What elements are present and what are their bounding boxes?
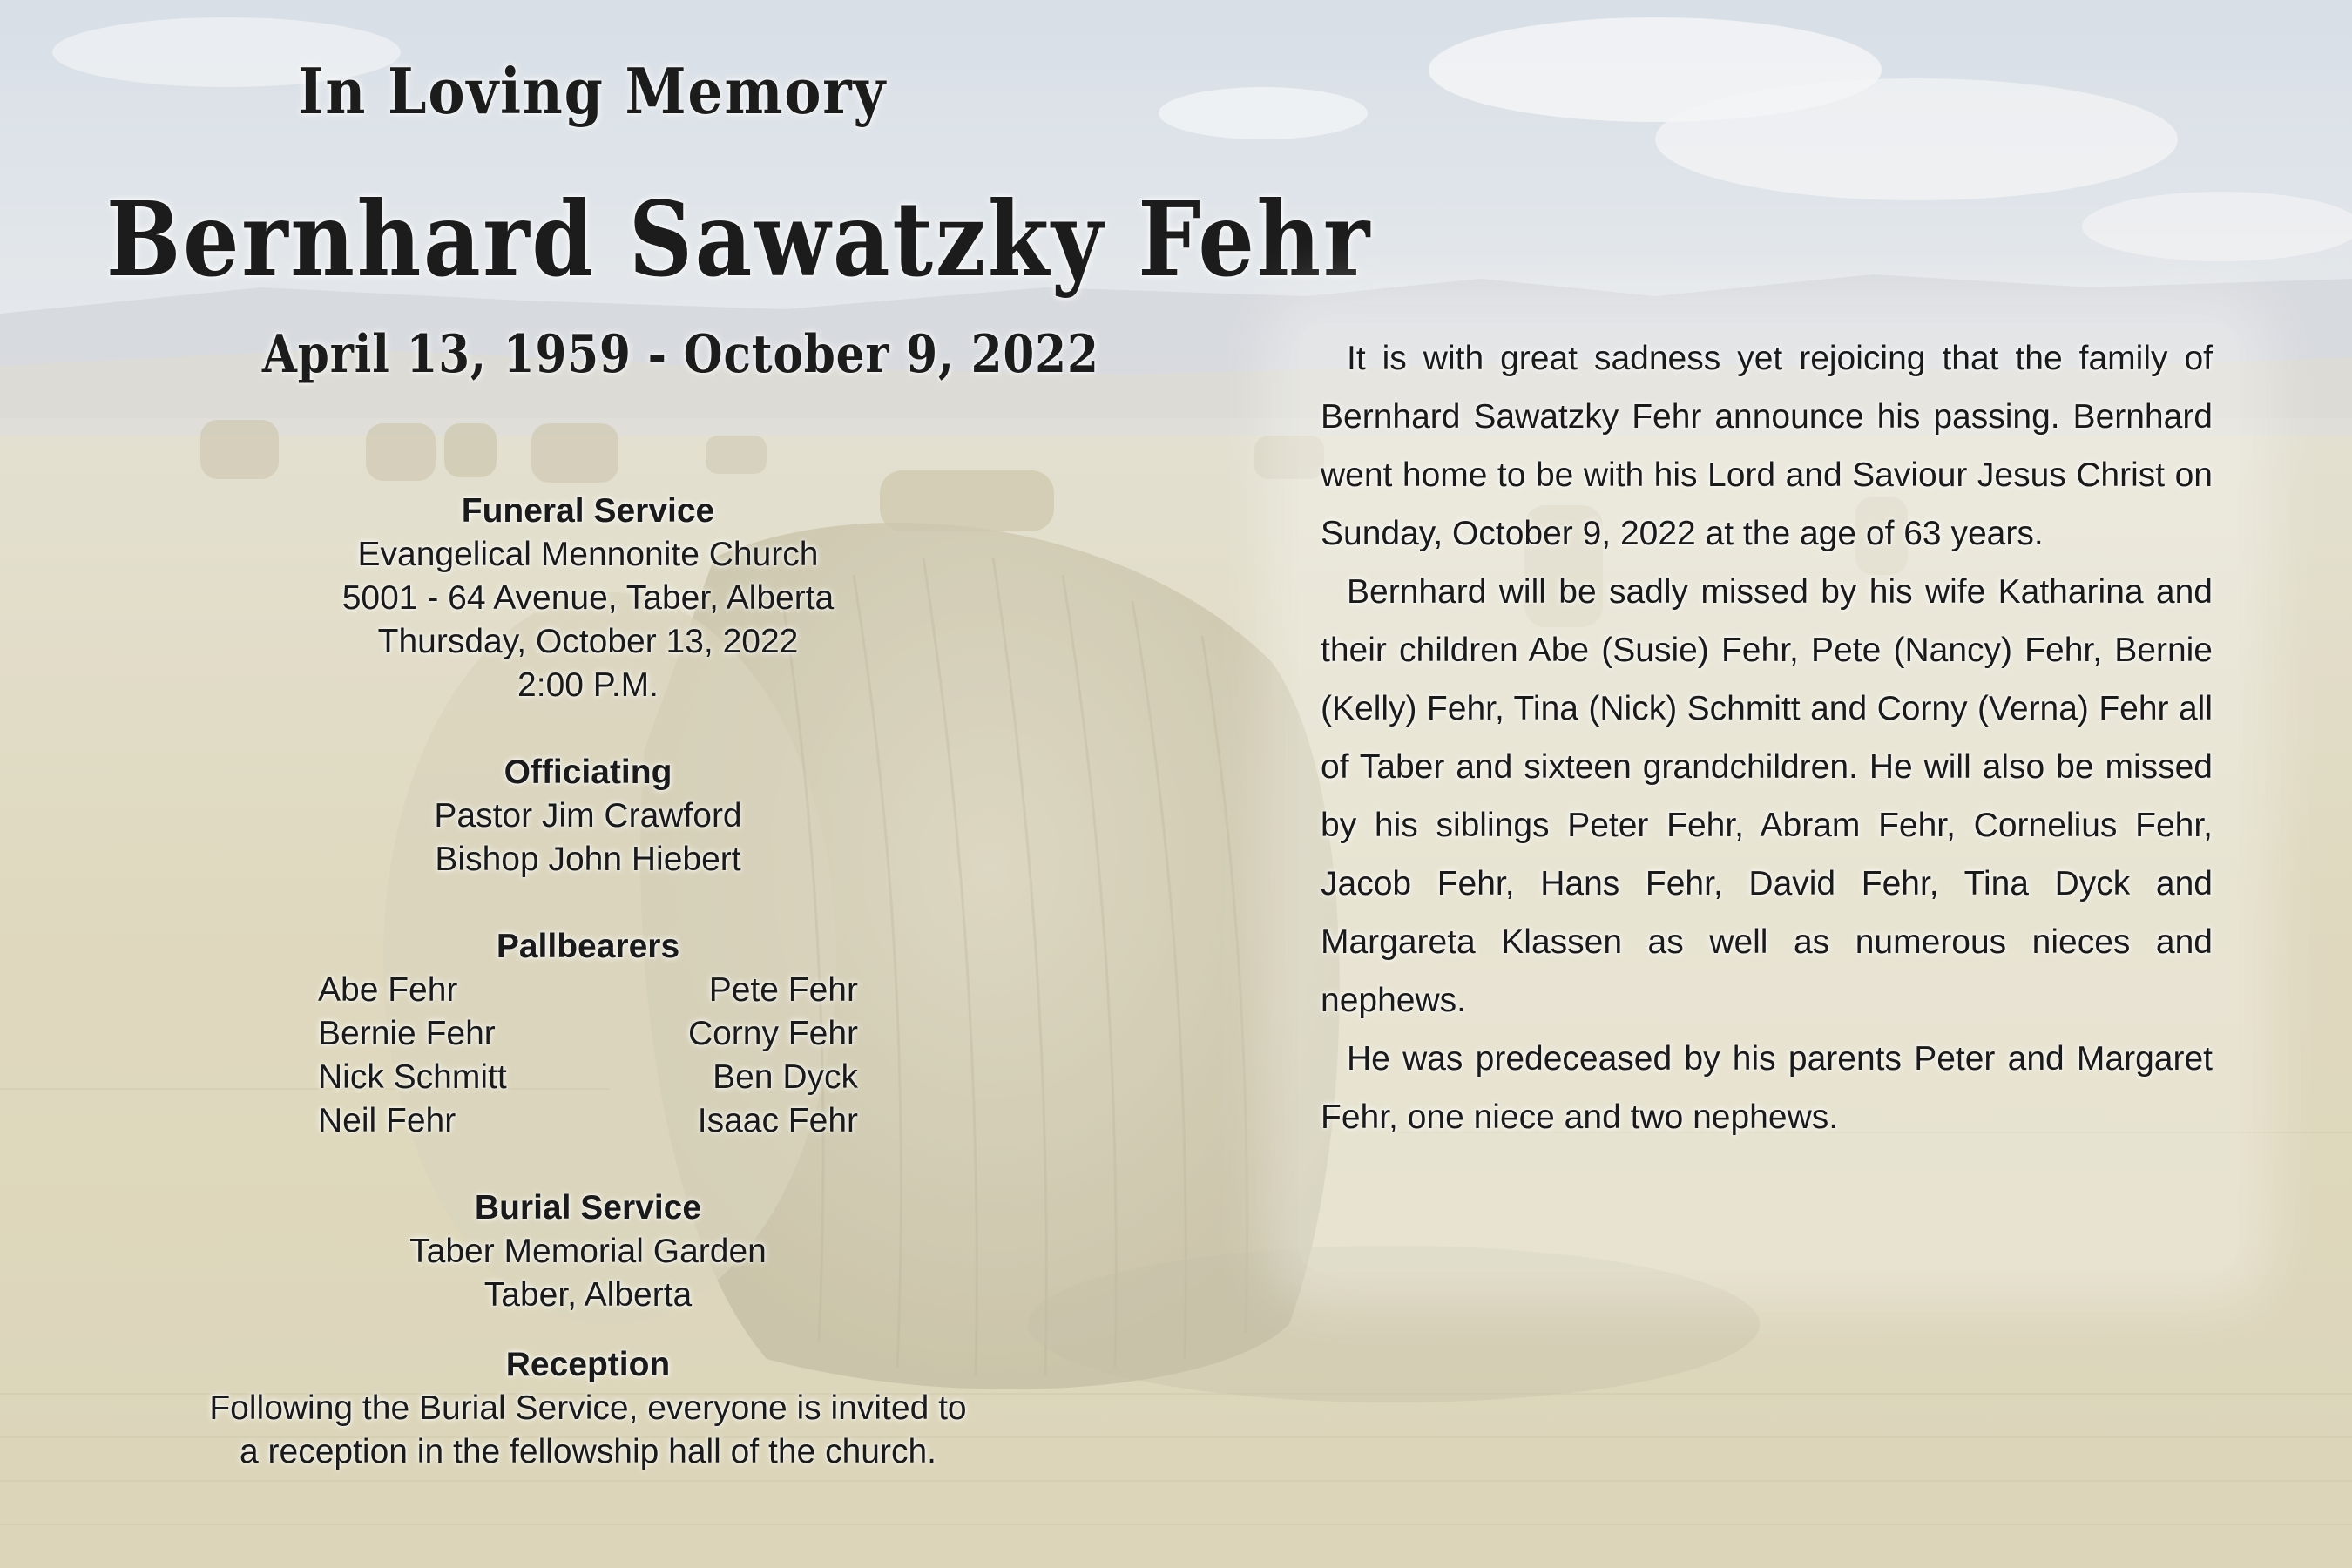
funeral-service-title: Funeral Service bbox=[461, 492, 715, 530]
life-dates: April 13, 1959 - October 9, 2022 bbox=[261, 324, 1099, 385]
deceased-name: Bernhard Sawatzky Fehr bbox=[105, 179, 1372, 300]
officiating-title: Officiating bbox=[504, 754, 672, 791]
funeral-address: 5001 - 64 Avenue, Taber, Alberta bbox=[341, 579, 835, 617]
pallbearer-name: Abe Fehr bbox=[318, 971, 458, 1009]
pallbearers-list bbox=[318, 969, 858, 1143]
obituary-paragraph: It is with great sadness yet rejoicing that the family of Bernhard Sawatzky Fehr announce his passing. Bernhard went home to be with his Lord and Saviour Jesus Christ on Sunday, October 9, 2022 at the age of 63 years. bbox=[1321, 340, 2213, 552]
reception-title: Reception bbox=[505, 1346, 671, 1383]
memory-title: In Loving Memory bbox=[297, 54, 887, 128]
officiant-name: Pastor Jim Crawford bbox=[434, 797, 742, 835]
pallbearer-name: Bernie Fehr bbox=[318, 1015, 496, 1052]
reception-text-line: Following the Burial Service, everyone is invited to bbox=[209, 1389, 967, 1427]
funeral-time: 2:00 P.M. bbox=[517, 666, 659, 704]
pallbearer-name: Corny Fehr bbox=[687, 1015, 858, 1052]
burial-service-title: Burial Service bbox=[474, 1189, 702, 1227]
obituary-text bbox=[1321, 329, 2213, 1146]
pallbearer-name: Pete Fehr bbox=[708, 971, 858, 1009]
obituary-paragraph: Bernhard will be sadly missed by his wife Katharina and their children Abe (Susie) Fehr, Pete (Nancy) Fehr, Bernie (Kelly) Fehr, Tina (Nick) Schmitt and Corny (Verna) Fehr all of Taber and sixteen grandchildren. He will also be missed by his siblings Peter Fehr, Abram Fehr, Cornelius Fehr, Jacob Fehr, Hans Fehr, David Fehr, Tina Dyck and Margareta Klassen as well as numerous nieces and nephews. bbox=[1321, 573, 2213, 1019]
funeral-church: Evangelical Mennonite Church bbox=[357, 536, 819, 573]
burial-place: Taber Memorial Garden bbox=[409, 1233, 767, 1270]
officiant-name: Bishop John Hiebert bbox=[435, 841, 741, 878]
reception-text-line: a reception in the fellowship hall of the church. bbox=[240, 1433, 936, 1470]
pallbearer-name: Nick Schmitt bbox=[318, 1058, 507, 1096]
burial-city: Taber, Alberta bbox=[483, 1276, 693, 1314]
pallbearers-title: Pallbearers bbox=[496, 928, 680, 965]
services-column bbox=[166, 490, 1010, 1474]
pallbearer-name: Neil Fehr bbox=[318, 1102, 456, 1139]
obituary-paragraph: He was predeceased by his parents Peter and Margaret Fehr, one niece and two nephews. bbox=[1321, 1040, 2213, 1136]
funeral-date: Thursday, October 13, 2022 bbox=[377, 623, 799, 660]
pallbearer-name: Isaac Fehr bbox=[697, 1102, 858, 1139]
pallbearer-name: Ben Dyck bbox=[713, 1058, 858, 1096]
